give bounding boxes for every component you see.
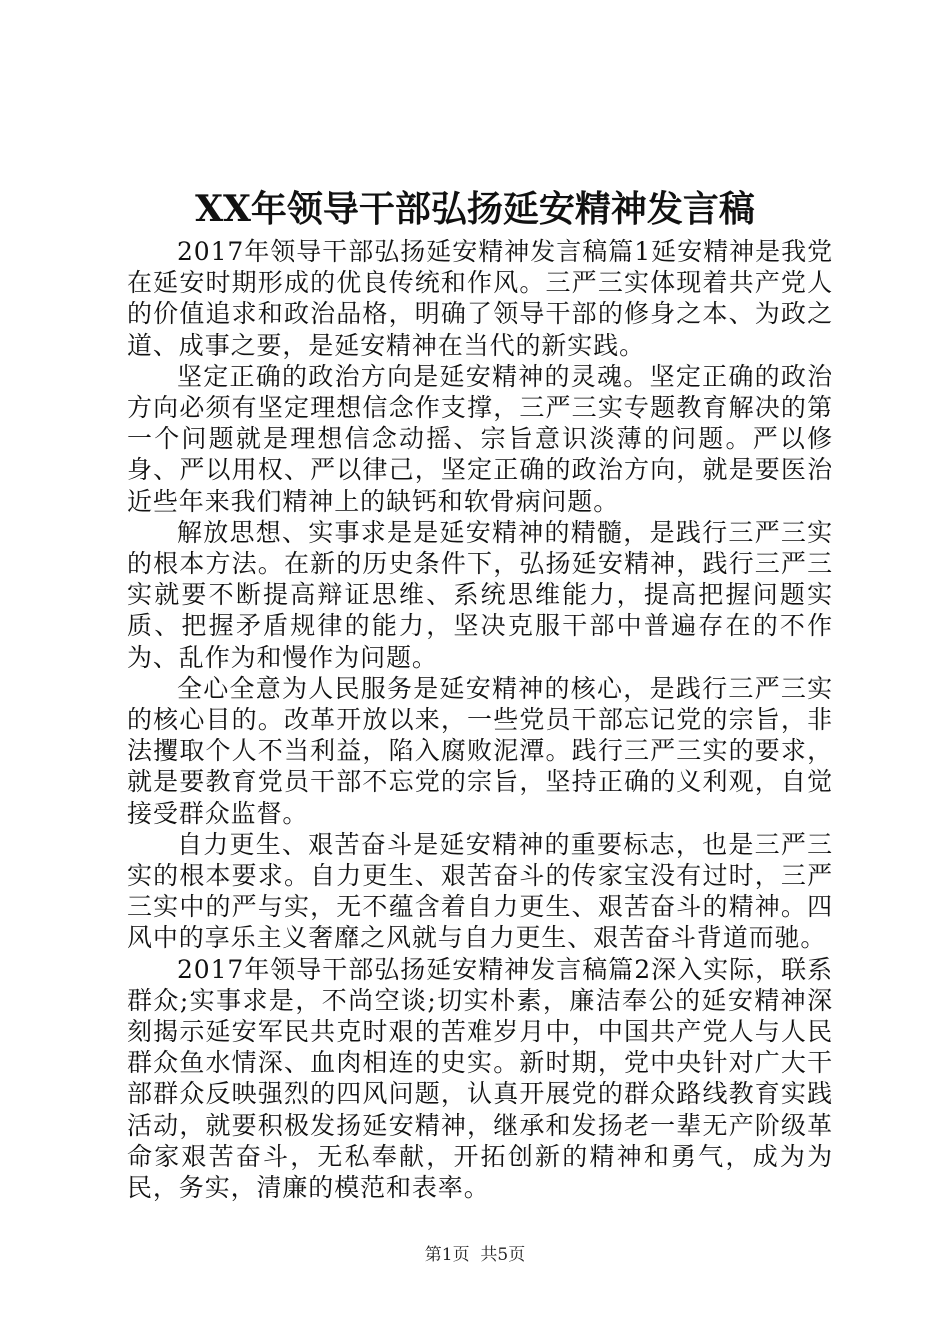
document-title: XX年领导干部弘扬延安精神发言稿 [195,188,755,230]
paragraph: 2017年领导干部弘扬延安精神发言稿篇1延安精神是我党在延安时期形成的优良传统和作风。三严三实体现着共产党人的价值追求和政治品格，明确了领导干部的修身之本、为政之道、成事之要，是延安精神在当代的新实践。 [127,237,833,360]
paragraph: 解放思想、实事求是是延安精神的精髓，是践行三严三实的根本方法。在新的历史条件下，弘扬延安精神，践行三严三实就要不断提高辩证思维、系统思维能力，提高把握问题实质、把握矛盾规律的能力，坚决克服干部中普遍存在的不作为、乱作为和慢作为问题。 [127,517,833,672]
paragraph: 全心全意为人民服务是延安精神的核心，是践行三严三实的核心目的。改革开放以来，一些党员干部忘记党的宗旨，非法攫取个人不当利益，陷入腐败泥潭。践行三严三实的要求，就是要教育党员干部不忘党的宗旨，坚持正确的义利观，自觉接受群众监督。 [127,673,833,828]
paragraph: 自力更生、艰苦奋斗是延安精神的重要标志，也是三严三实的根本要求。自力更生、艰苦奋斗的传家宝没有过时，三严三实中的严与实，无不蕴含着自力更生、艰苦奋斗的精神。四风中的享乐主义奢靡之风就与自力更生、艰苦奋斗背道而驰。 [127,829,833,953]
page-number: 第1页 [424,1245,470,1265]
page-total: 共5页 [480,1245,526,1265]
paragraph: 坚定正确的政治方向是延安精神的灵魂。坚定正确的政治方向必须有坚定理想信念作支撑，三严三实专题教育解决的第一个问题就是理想信念动摇、宗旨意识淡薄的问题。严以修身、严以用权、严以律己，坚定正确的政治方向，就是要医治近些年来我们精神上的缺钙和软骨病问题。 [127,361,833,516]
page-footer [0,1244,950,1266]
paragraph: 2017年领导干部弘扬延安精神发言稿篇2深入实际，联系群众;实事求是，不尚空谈;切实朴素，廉洁奉公的延安精神深刻揭示延安军民共克时艰的苦难岁月中，中国共产党人与人民群众鱼水情深、血肉相连的史实。新时期，党中央针对广大干部群众反映强烈的四风问题，认真开展党的群众路线教育实践活动，就要积极发扬延安精神，继承和发扬老一辈无产阶级革命家艰苦奋斗，无私奉献，开拓创新的精神和勇气，成为为民，务实，清廉的模范和表率。 [127,954,833,1203]
document-body [127,236,833,1203]
